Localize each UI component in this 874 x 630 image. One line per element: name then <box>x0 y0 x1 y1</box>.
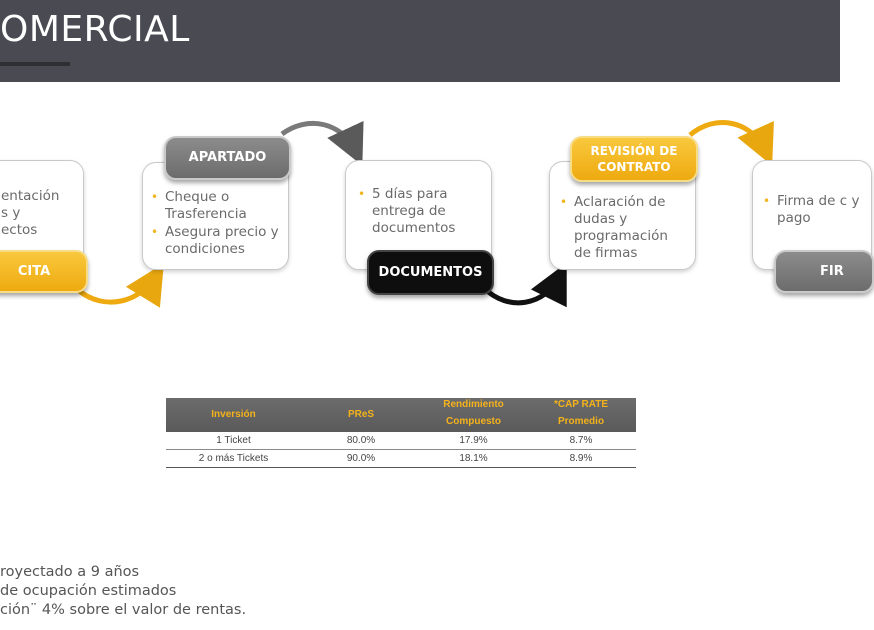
table-row: 2 o más Tickets 90.0% 18.1% 8.9% <box>166 450 636 468</box>
arrow-revision-to-firma <box>690 123 766 152</box>
footnote-1: royectado a 9 años <box>0 564 140 580</box>
footnote-2: de ocupación estimados <box>0 583 177 599</box>
footnote-3: ción¨ 4% sobre el valor de rentas. <box>0 602 247 618</box>
col-header-pres: PReS <box>347 409 375 420</box>
pricing-table <box>166 398 636 468</box>
col-header-cap-rate: *CAP RATE Promedio <box>553 399 609 427</box>
list-item: • Cheque o Trasferencia <box>151 189 247 222</box>
list-item: • Firma de c y pago <box>763 193 860 226</box>
list-item: • 5 días para entrega de documentos <box>358 186 456 236</box>
table-header-row <box>166 398 636 432</box>
arrow-cita-to-apartado <box>78 276 156 302</box>
slide-title: OMERCIAL <box>0 9 190 50</box>
col-header-rendimiento: Rendimiento Compuesto <box>443 399 504 427</box>
step-pill-documentos: DOCUMENTOS <box>367 250 494 295</box>
list-item: • Asegura precio y condiciones <box>151 224 279 257</box>
step-pill-firma: FIR <box>774 250 874 293</box>
step-pill-revision-contrato: REVISIÓN DE CONTRATO <box>570 136 698 182</box>
step-pill-cita: CITA <box>0 250 88 293</box>
list-item: • Aclaración de dudas y programación de firmas <box>560 194 668 261</box>
arrow-documentos-to-revision <box>484 276 560 303</box>
col-header-inversion: Inversión <box>211 409 256 420</box>
arrow-apartado-to-documentos <box>282 123 356 152</box>
step-pill-apartado: APARTADO <box>164 136 291 180</box>
table-row: 1 Ticket 80.0% 17.9% 8.7% <box>166 432 636 450</box>
step-card-cita-text: entación s y ectos <box>1 188 60 238</box>
